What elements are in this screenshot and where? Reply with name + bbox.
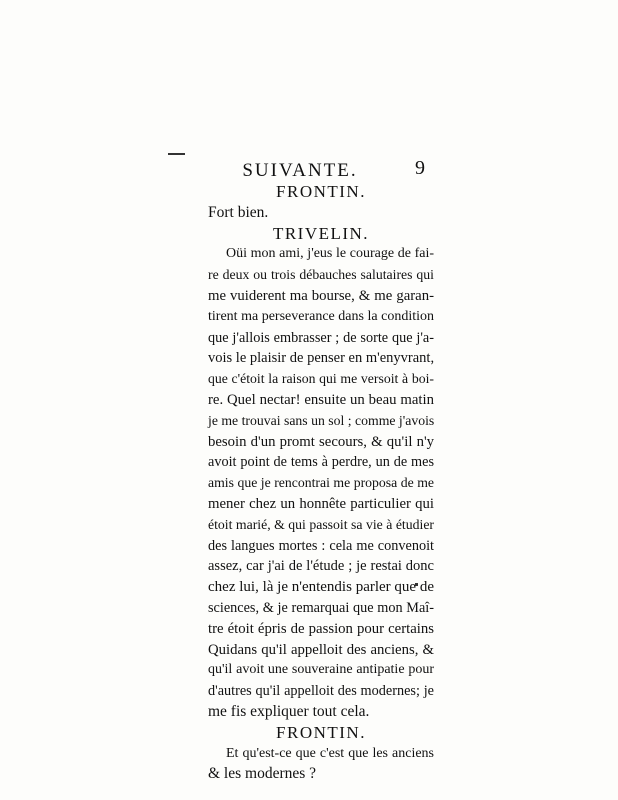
- text-line: re. Quel nectar! ensuite un beau matin: [208, 391, 434, 408]
- text-line: amis que je rencontrai me proposa de me: [208, 475, 434, 491]
- text-line: re deux ou trois débauches salutaires qui: [208, 267, 434, 283]
- text-line: me vuiderent ma bourse, & me garan-: [208, 287, 434, 304]
- text-line: besoin d'un promt secours, & qu'il n'y: [208, 433, 434, 450]
- speaker-name: FRONTIN.: [276, 182, 366, 201]
- text-line: tre étoit épris de passion pour certains: [208, 620, 434, 637]
- text-line: étoit marié, & qui passoit sa vie à étudier: [208, 516, 434, 532]
- text-line: Fort bien.: [208, 203, 269, 221]
- text-line: sciences, & je remarquai que mon Maî-: [208, 599, 434, 616]
- text-line: chez lui, là je n'entendis parler que de: [208, 579, 434, 596]
- speaker-name: TRIVELIN.: [272, 223, 370, 243]
- page-number: 9: [415, 157, 425, 179]
- text-line: qu'il avoit une souveraine antipatie pour: [208, 662, 434, 678]
- text-line: mener chez un honnête particulier qui: [208, 495, 434, 512]
- text-line: que j'allois embrasser ; de sorte que j'a-: [208, 329, 434, 346]
- text-line: avoit point de tems à perdre, un de mes: [208, 454, 434, 471]
- text-line: que c'étoit la raison qui me versoit à boi-: [208, 371, 434, 387]
- text-line: me fis expliquer tout cela.: [208, 702, 370, 720]
- text-line: Et qu'est-ce que c'est que les anciens: [226, 745, 434, 761]
- text-line: je me trouvai sans un sol ; comme j'avois: [208, 412, 435, 428]
- ink-speck: [168, 153, 185, 155]
- text-line: d'autres qu'il appelloit des modernes; je: [208, 683, 434, 700]
- text-line: Quidans qu'il appelloit des anciens, &: [208, 641, 434, 658]
- text-line: & les modernes ?: [208, 765, 317, 783]
- text-line: tirent ma perseverance dans la condition: [208, 308, 434, 324]
- text-line: assez, car j'ai de l'étude ; je restai donc: [208, 558, 434, 575]
- text-line: Oüi mon ami, j'eus le courage de fai-: [226, 246, 434, 262]
- text-line: vois le plaisir de penser en m'enyvrant,: [208, 350, 435, 367]
- text-line: des langues mortes : cela me convenoit: [208, 537, 434, 554]
- speaker-name: FRONTIN.: [276, 722, 366, 742]
- play-text: [208, 182, 434, 785]
- running-header: SUIVANTE.: [242, 160, 358, 181]
